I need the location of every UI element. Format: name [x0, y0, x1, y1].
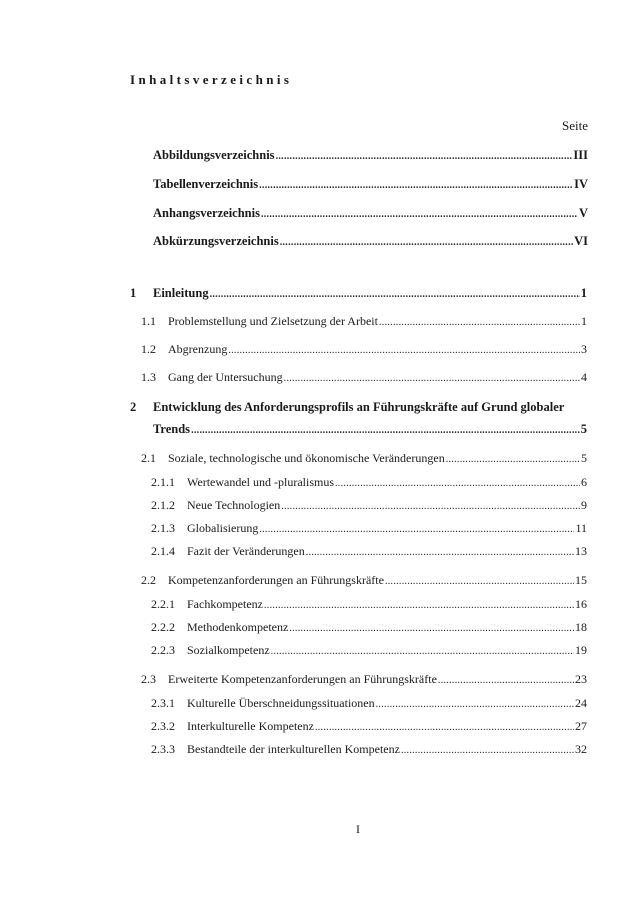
toc-entry-page: 16 — [575, 597, 587, 611]
toc-entry-page: 3 — [581, 342, 587, 356]
toc-entry-page: IV — [574, 177, 588, 191]
toc-entry-label: Interkulturelle Kompetenz — [187, 719, 314, 733]
toc-entry-interkulturelle-kompetenz[interactable] — [187, 719, 587, 734]
dot-leader — [259, 180, 573, 191]
toc-entry-kulturelle-ueberschneidungssituationen[interactable] — [187, 696, 587, 711]
section-number: 2.2 — [141, 573, 156, 587]
subsection-number: 2.1.4 — [151, 544, 175, 558]
dot-leader — [261, 209, 578, 220]
toc-entry-label: Kulturelle Überschneidungssituationen — [187, 696, 375, 710]
dot-leader — [335, 478, 580, 489]
toc-entry-page: 32 — [575, 742, 587, 756]
toc-entry-page: 9 — [581, 498, 587, 512]
toc-entry-label: Bestandteile der interkulturellen Kompetenz — [187, 742, 400, 756]
dot-leader — [259, 524, 574, 535]
subsection-number: 2.2.2 — [151, 620, 175, 634]
section-number: 1.1 — [141, 314, 156, 328]
dot-leader — [376, 699, 574, 710]
dot-leader — [271, 646, 574, 657]
toc-entry-tabellenverzeichnis[interactable] — [153, 177, 588, 192]
dot-leader — [446, 454, 580, 465]
subsection-number: 2.2.3 — [151, 643, 175, 657]
toc-entry-page: 24 — [575, 696, 587, 710]
dot-leader — [281, 501, 580, 512]
toc-entry-page: 11 — [575, 521, 587, 535]
toc-entry-erweiterte-kompetenzanforderungen[interactable] — [168, 672, 587, 687]
toc-entry-label: Neue Technologien — [187, 498, 281, 512]
section-number: 2.3 — [141, 672, 156, 686]
toc-entry-label: Fachkompetenz — [187, 597, 263, 611]
toc-entry-abgrenzung[interactable] — [168, 342, 587, 357]
toc-entry-anhangsverzeichnis[interactable] — [153, 206, 588, 221]
toc-entry-page: V — [578, 206, 588, 220]
section-number: 1.3 — [141, 370, 156, 384]
dot-leader — [438, 675, 574, 686]
toc-entry-page: III — [573, 148, 588, 162]
dot-leader — [401, 745, 574, 756]
toc-entry-globalisierung[interactable] — [187, 521, 587, 536]
toc-entry-label: Trends — [153, 422, 191, 436]
toc-entry-page: 1 — [581, 314, 587, 328]
subsection-number: 2.1.1 — [151, 475, 175, 489]
toc-entry-einleitung[interactable] — [153, 286, 587, 301]
dot-leader — [191, 425, 580, 436]
dot-leader — [379, 317, 580, 328]
toc-entry-page: 13 — [575, 544, 587, 558]
toc-entry-label-line1[interactable]: Entwicklung des Anforderungsprofils an Führungskräfte auf Grund globaler — [153, 400, 565, 414]
toc-entry-label: Anhangsverzeichnis — [153, 206, 260, 220]
toc-entry-page: 19 — [575, 643, 587, 657]
toc-entry-neue-technologien[interactable] — [187, 498, 587, 513]
toc-entry-label: Fazit der Veränderungen — [187, 544, 305, 558]
dot-leader — [315, 722, 574, 733]
dot-leader — [210, 289, 580, 300]
toc-entry-problemstellung[interactable] — [168, 314, 587, 329]
toc-entry-page: 15 — [575, 573, 587, 587]
dot-leader — [385, 576, 574, 587]
section-number: 1.2 — [141, 342, 156, 356]
toc-entry-label: Einleitung — [153, 286, 209, 300]
subsection-number: 2.1.3 — [151, 521, 175, 535]
toc-entry-abkuerzungsverzeichnis[interactable] — [153, 234, 588, 249]
section-number: 2.1 — [141, 451, 156, 465]
dot-leader — [306, 547, 574, 558]
dot-leader — [228, 345, 580, 356]
toc-entry-page: 4 — [581, 370, 587, 384]
subsection-number: 2.2.1 — [151, 597, 175, 611]
dot-leader — [284, 373, 580, 384]
toc-entry-page: 18 — [575, 620, 587, 634]
toc-entry-gang-der-untersuchung[interactable] — [168, 370, 587, 385]
toc-entry-label: Globalisierung — [187, 521, 259, 535]
toc-entry-page: 27 — [575, 719, 587, 733]
toc-entry-label: Erweiterte Kompetenzanforderungen an Führungskräfte — [168, 672, 437, 686]
dot-leader — [280, 237, 573, 248]
toc-entry-entwicklung[interactable] — [153, 422, 587, 437]
toc-entry-page: 1 — [580, 286, 587, 300]
subsection-number: 2.1.2 — [151, 498, 175, 512]
toc-entry-label: Wertewandel und -pluralismus — [187, 475, 334, 489]
toc-entry-label: Problemstellung und Zielsetzung der Arbeit — [168, 314, 378, 328]
toc-entry-bestandteile[interactable] — [187, 742, 587, 757]
toc-entry-page: 5 — [580, 422, 587, 436]
toc-title: Inhaltsverzeichnis — [130, 72, 293, 87]
chapter-number: 1 — [130, 286, 137, 300]
toc-entry-methodenkompetenz[interactable] — [187, 620, 587, 635]
toc-entry-page: 5 — [581, 451, 587, 465]
toc-entry-veraenderungen[interactable] — [168, 451, 587, 466]
subsection-number: 2.3.1 — [151, 696, 175, 710]
toc-entry-fachkompetenz[interactable] — [187, 597, 587, 612]
page-number: I — [356, 822, 360, 836]
toc-entry-label: Methodenkompetenz — [187, 620, 289, 634]
toc-entry-page: 23 — [575, 672, 587, 686]
toc-entry-label: Gang der Untersuchung — [168, 370, 283, 384]
toc-entry-page: 6 — [581, 475, 587, 489]
toc-entry-kompetenzanforderungen[interactable] — [168, 573, 587, 588]
toc-entry-fazit[interactable] — [187, 544, 587, 559]
toc-entry-label: Abbildungsverzeichnis — [153, 148, 275, 162]
toc-entry-label: Abgrenzung — [168, 342, 228, 356]
toc-entry-label: Tabellenverzeichnis — [153, 177, 259, 191]
toc-entry-wertewandel[interactable] — [187, 475, 587, 490]
toc-entry-page: VI — [574, 234, 588, 248]
subsection-number: 2.3.2 — [151, 719, 175, 733]
toc-entry-label: Kompetenzanforderungen an Führungskräfte — [168, 573, 384, 587]
dot-leader — [276, 151, 573, 162]
toc-entry-label: Soziale, technologische und ökonomische Veränderungen — [168, 451, 445, 465]
page-column-label: Seite — [562, 118, 588, 133]
toc-entry-abbildungsverzeichnis[interactable] — [153, 148, 588, 163]
dot-leader — [289, 623, 574, 634]
toc-entry-label: Abkürzungsverzeichnis — [153, 234, 279, 248]
chapter-number: 2 — [130, 400, 137, 414]
toc-entry-label: Sozialkompetenz — [187, 643, 270, 657]
dot-leader — [264, 600, 574, 611]
toc-entry-sozialkompetenz[interactable] — [187, 643, 587, 658]
subsection-number: 2.3.3 — [151, 742, 175, 756]
